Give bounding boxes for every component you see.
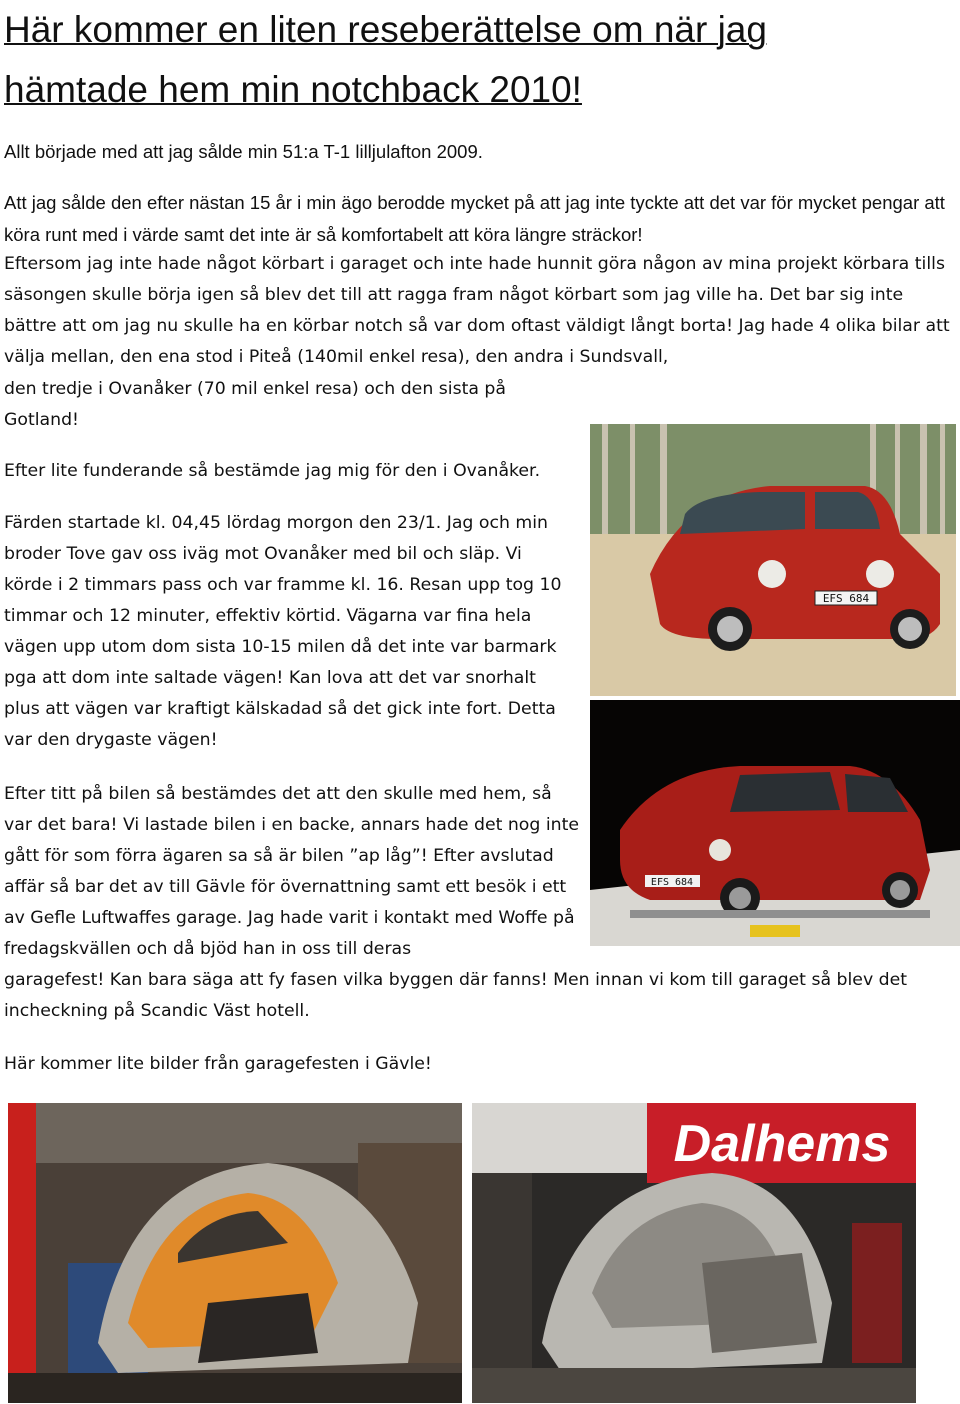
paragraph-intro: Allt började med att jag sålde min 51:a T-1 lilljulafton 2009. xyxy=(4,141,483,162)
photo-red-notchback-night-trailer xyxy=(590,700,960,946)
paragraph-journey: Färden startade kl. 04,45 lördag morgon den 23/1. Jag och min broder Tove gav oss iväg mot Ovanåker med bil och släp. Vi körde i 2 timmars pass och var framme kl. 16. Resan upp tog 10 timmar och 12 minuter, effektiv körtid. Vägarna var fina hela vägen upp utom dom sista 10-15 milen då det inte var barmark pga att dom inte saltade vägen! Kan lova att det var snorhalt plus att vägen var kraftigt kälskadad så det gick inte fort. Detta var den drygaste vägen! xyxy=(4,513,562,750)
paragraph-candidates: den tredje i Ovanåker (70 mil enkel resa) och den sista på Gotland! xyxy=(4,379,506,430)
day-license-plate: EFS 684 xyxy=(822,592,870,605)
paragraph-garagefest: garagefest! Kan bara säga att fy fasen vilka byggen där fanns! Men innan vi kom till garaget så blev det incheckning på Scandic Väst hotell. xyxy=(4,970,908,1021)
photo-red-notchback-day xyxy=(590,424,956,696)
dalhems-banner-text: Dalhems xyxy=(673,1115,891,1173)
paragraph-photos-intro: Här kommer lite bilder från garagefesten i Gävle! xyxy=(4,1054,432,1074)
photo-garage-beetle-orange xyxy=(8,1103,462,1403)
paragraph-purchase: Efter titt på bilen så bestämdes det att den skulle med hem, så var det bara! Vi lastade bilen i en backe, annars hade det nog inte gått för som förra ägaren sa så är bilen ”ap låg”! Efter avslutad affär så bar det av till Gävle för övernattning samt ett besök i ett av Gefle Luftwaffes garage. Jag hade varit i kontakt med Woffe på fredagskvällen och då bjöd han in oss till deras xyxy=(4,784,579,959)
article-title: Här kommer en liten reseberättelse om när jag hämtade hem min notchback 2010! xyxy=(4,9,767,110)
paragraph-reason: Att jag sålde den efter nästan 15 år i min ägo berodde mycket på att jag inte tyckte att det var för mycket pengar att köra runt med i värde samt det inte är så komfortabelt att köra längre sträckor! xyxy=(4,192,945,245)
paragraph-decision: Efter lite funderande så bestämde jag mig för den i Ovanåker. xyxy=(4,461,541,481)
paragraph-search: Eftersom jag inte hade något körbart i garaget och inte hade hunnit göra någon av mina projekt körbara tills säsongen skulle börja igen så blev det till att ragga fram något körbart som jag ville ha. Det bar sig inte bättre att om jag nu skulle ha en körbar notch så var dom oftast väldigt långt borta! Jag hade 4 olika bilar att välja mellan, den ena stod i Piteå (140mil enkel resa), den andra i Sundsvall, xyxy=(4,254,950,367)
photo-garage-dalhems-beetle xyxy=(472,1103,916,1403)
night-license-plate: EFS 684 xyxy=(650,877,694,888)
